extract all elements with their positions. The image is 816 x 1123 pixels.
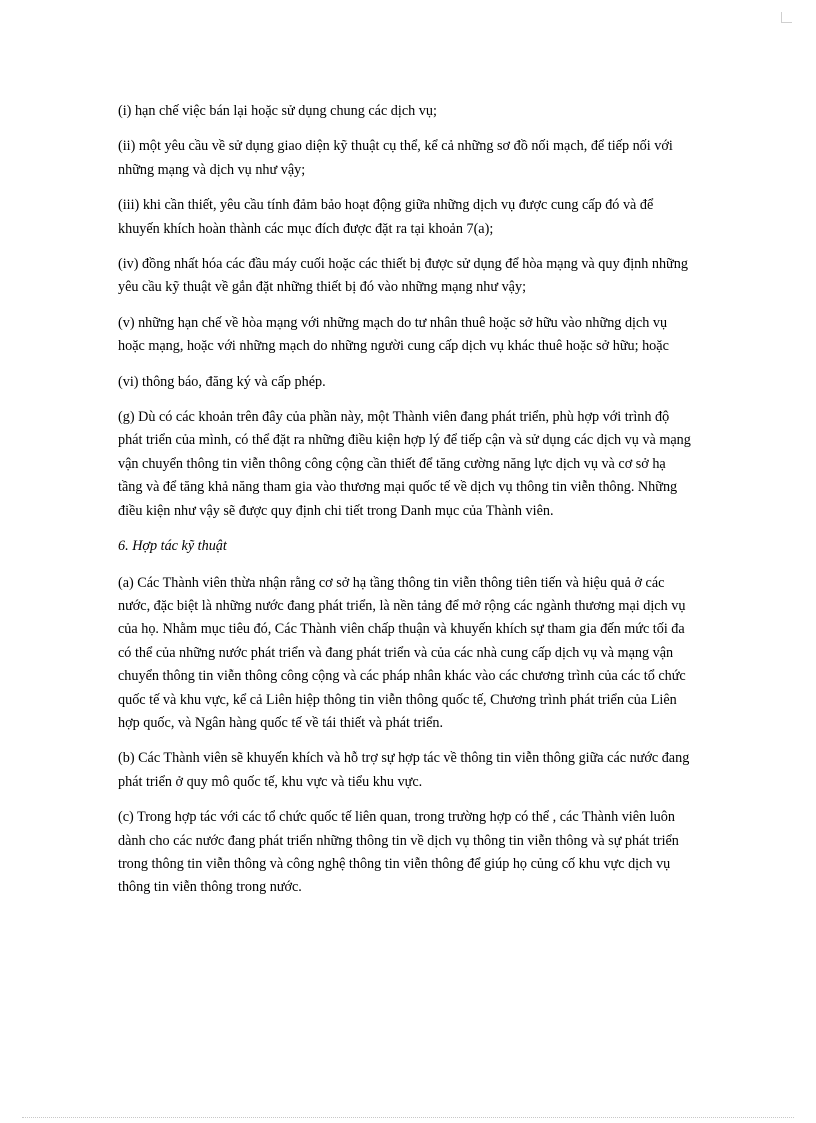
paragraph-c: (c) Trong hợp tác với các tổ chức quốc tế liên quan, trong trường hợp có thể , các Thành viên luôn dành cho các nước đang phát triển những thông tin về dịch vụ thông tin viễn thông và sự phát triển trong thông tin viễn thông và công nghệ thông tin viễn thông để giúp họ củng cố khu vực dịch vụ thông tin viễn thông trong nước. — [118, 809, 679, 896]
document-page — [118, 100, 692, 912]
paragraph-g: (g) Dù có các khoản trên đây của phần này, một Thành viên đang phát triển, phù hợp với trình độ phát triển của mình, có thể đặt ra những điều kiện hợp lý để tiếp cận và sử dụng các dịch vụ và mạng vận chuyển thông tin viễn thông công cộng cần thiết để tăng cường năng lực dịch vụ và cơ sở hạ tầng và để tăng khả năng tham gia vào thương mại quốc tế về dịch vụ thông tin viễn thông. Những điều kiện như vậy sẽ được quy định chi tiết trong Danh mục của Thành viên. — [118, 409, 691, 519]
paragraph-v: (v) những hạn chế về hòa mạng với những mạch do tư nhân thuê hoặc sở hữu vào những dịch vụ hoặc mạng, hoặc với những mạch do những người cung cấp dịch vụ khác thuê hoặc sở hữu; hoặc — [118, 314, 669, 355]
paragraph-b: (b) Các Thành viên sẽ khuyến khích và hỗ trợ sự hợp tác về thông tin viễn thông giữa các nước đang phát triển ở quy mô quốc tế, khu vực và tiểu khu vực. — [118, 750, 690, 790]
page-bottom-divider — [22, 1117, 794, 1118]
paragraph-a: (a) Các Thành viên thừa nhận rằng cơ sở hạ tầng thông tin viễn thông tiên tiến và hiệu quả ở các nước, đặc biệt là những nước đang phát triển, là nền tảng để mở rộng các ngành thương mại dịch vụ của họ. Nhằm mục tiêu đó, Các Thành viên chấp thuận và khuyến khích sự tham gia đến mức tối đa có thể của những nước phát triển và đang phát triển và của các nhà cung cấp dịch vụ và mạng vận chuyển thông tin viễn thông công cộng và các pháp nhân khác vào các chương trình của các tổ chức quốc tế và khu vực, kể cả Liên hiệp thông tin viễn thông quốc tế, Chương trình phát triển của Liên hợp quốc, và Ngân hàng quốc tế về tái thiết và phát triển. — [118, 574, 686, 731]
page-corner-mark — [781, 12, 792, 23]
paragraph-vi: (vi) thông báo, đăng ký và cấp phép. — [118, 373, 326, 390]
section-heading: 6. Hợp tác kỹ thuật — [118, 538, 227, 555]
paragraph-i: (i) hạn chế việc bán lại hoặc sử dụng chung các dịch vụ; — [118, 103, 437, 119]
paragraph-iii: (iii) khi cần thiết, yêu cầu tính đảm bảo hoạt động giữa những dịch vụ được cung cấp đó và để khuyến khích hoàn thành các mục đích được đặt ra tại khoản 7(a); — [118, 197, 654, 237]
paragraph-iv: (iv) đồng nhất hóa các đầu máy cuối hoặc các thiết bị được sử dụng để hòa mạng và quy định những yêu cầu kỹ thuật về gắn đặt những thiết bị đó vào những mạng như vậy; — [118, 256, 688, 296]
paragraph-ii: (ii) một yêu cầu về sử dụng giao diện kỹ thuật cụ thể, kể cả những sơ đồ nối mạch, để tiếp nối với những mạng và dịch vụ như vậy; — [118, 138, 673, 178]
